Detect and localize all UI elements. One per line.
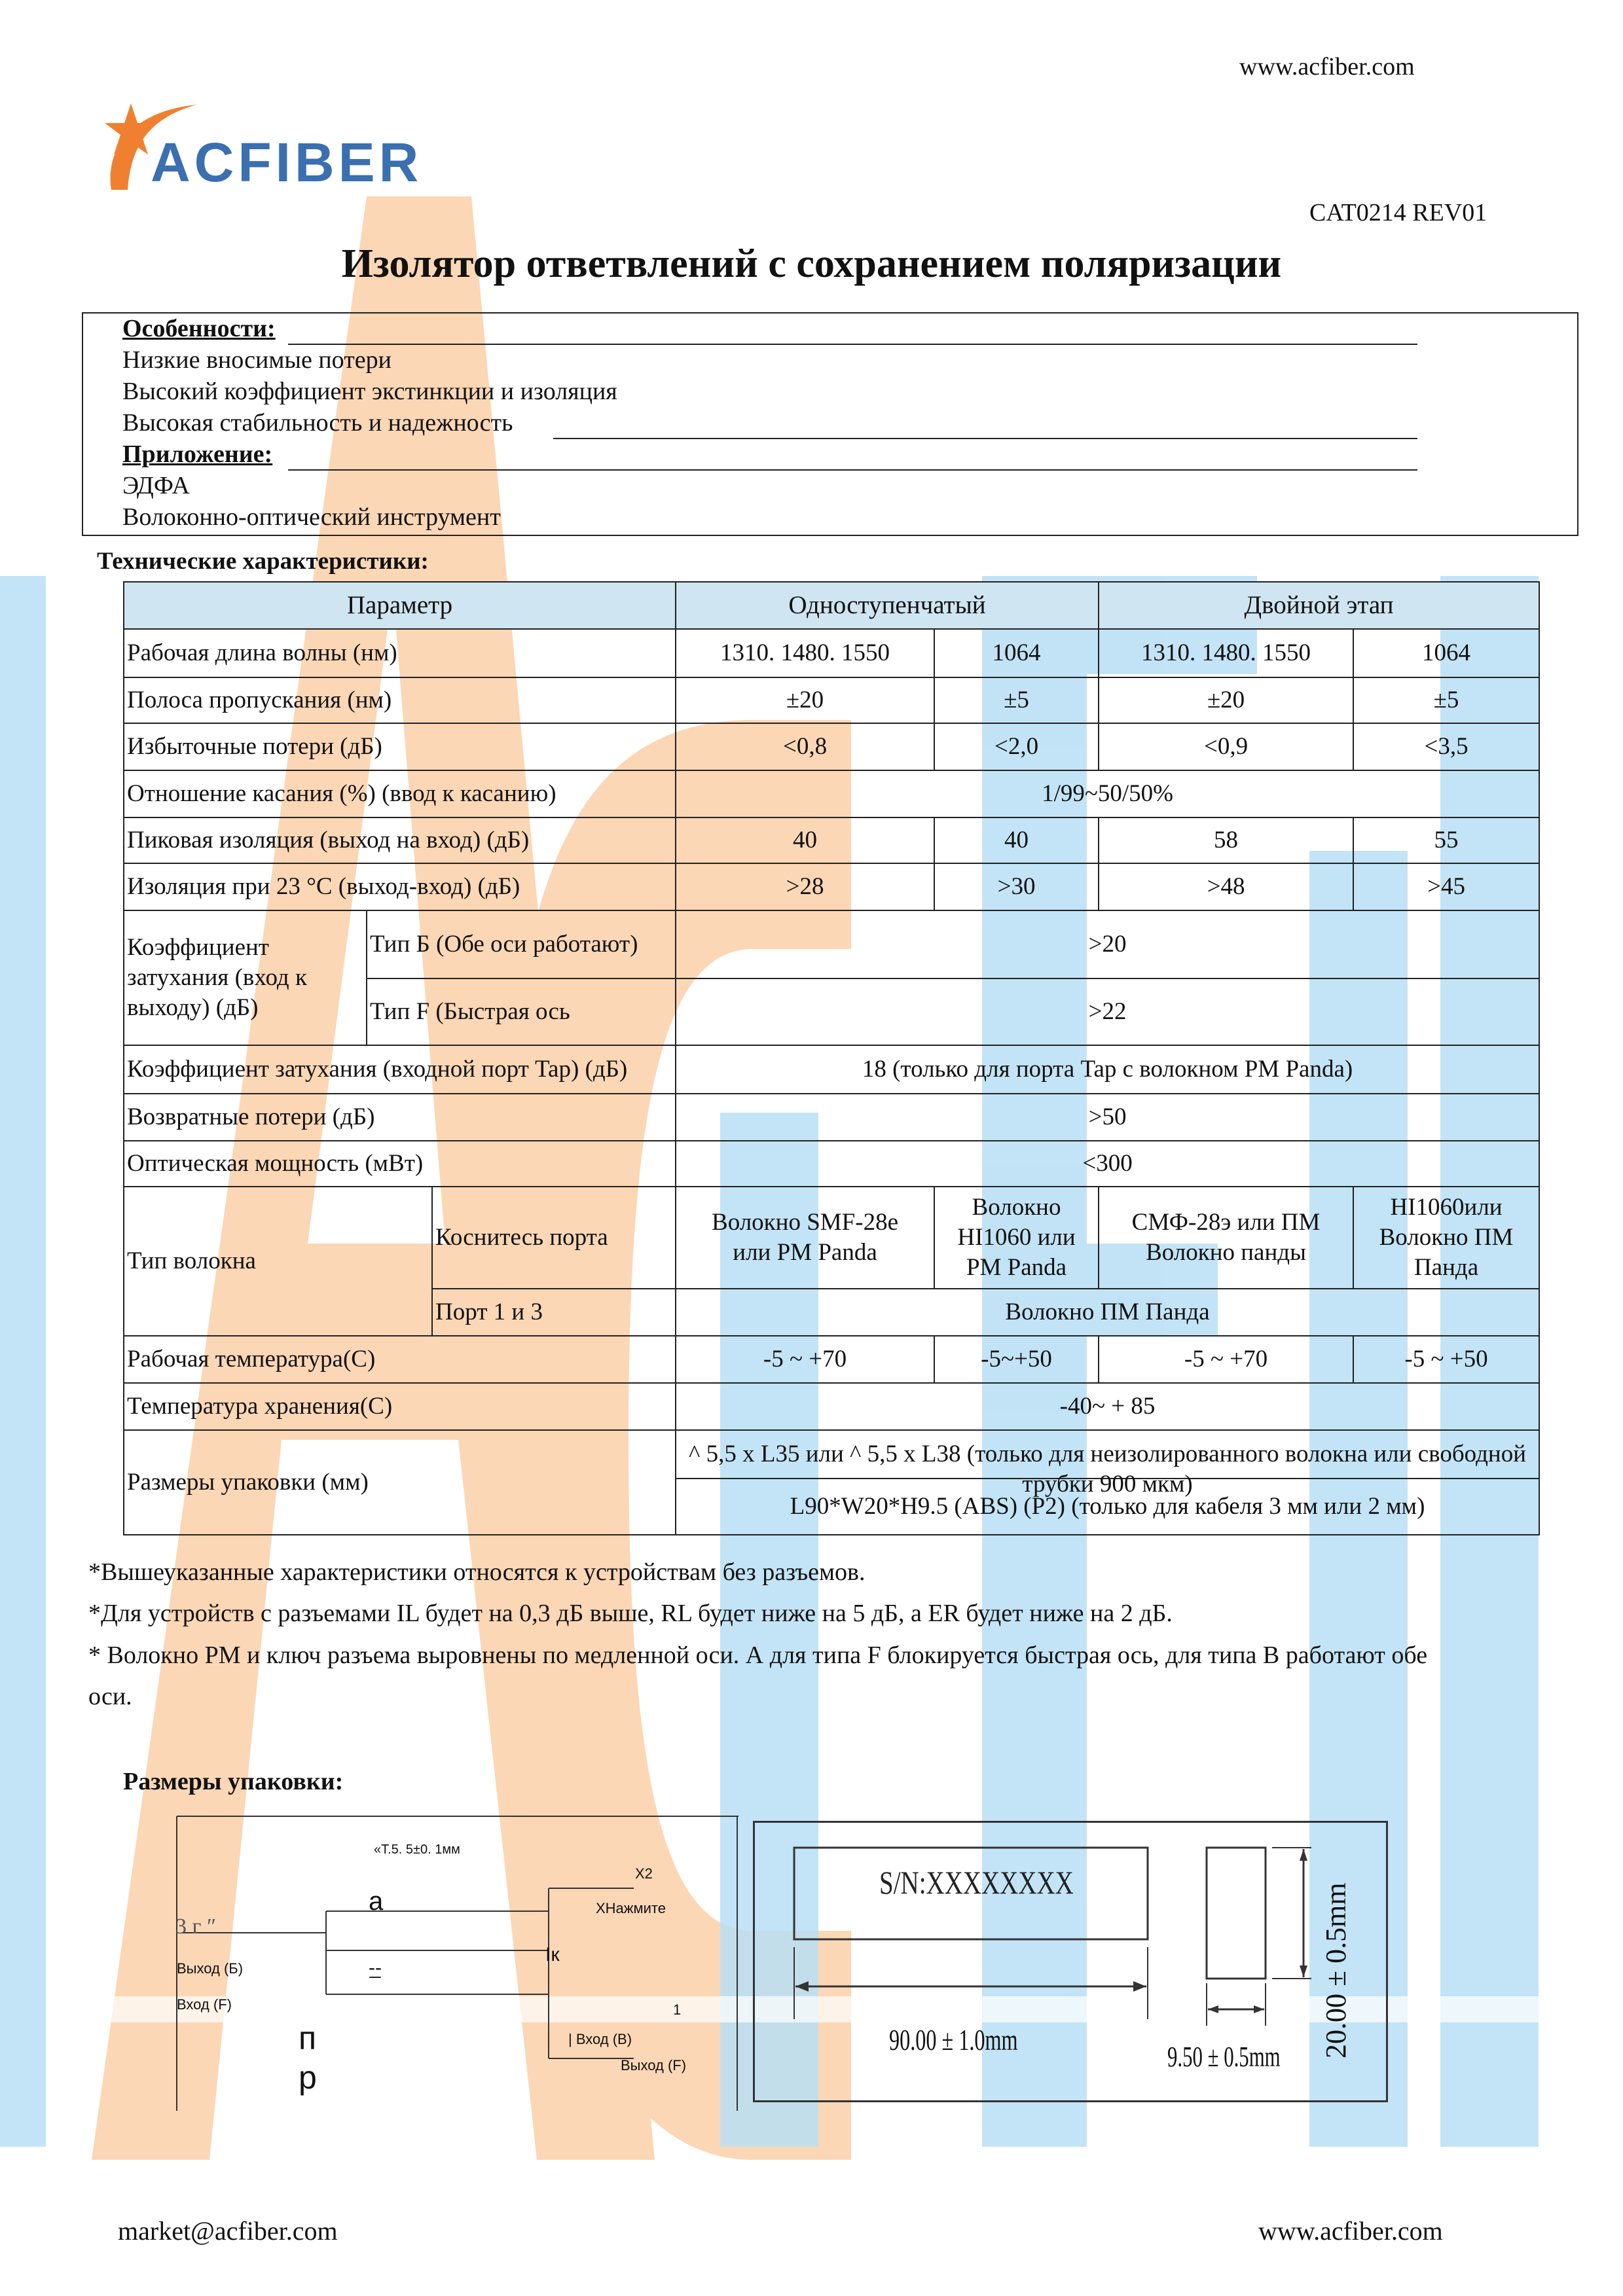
cell: <3,5 [1353,723,1539,770]
note-line: *Вышеуказанные характеристики относятся к устройствам без разъемов. [88,1558,866,1586]
cell: >45 [1353,863,1539,910]
cell: 1064 [934,629,1099,677]
width-dimension: 9.50 ± 0.5mm [1167,2041,1281,2073]
drawing-label: Iк [545,1944,560,1965]
row-label: Температура хранения(C) [124,1383,676,1430]
package-value-1: ^ 5,5 x L35 или ^ 5,5 x L38 (только для неизолированного волокна или свободной трубки 900 мкм) [689,1441,1527,1498]
cell: 40 [934,817,1099,863]
company-logo [92,92,445,196]
row-label: Полоса пропускания (нм) [124,677,676,723]
cell [676,1430,1539,1498]
page-title: Изолятор ответвлений с сохранением поляризации [341,242,1282,286]
drawing-label: п [299,2020,317,2056]
sub-label: Тип Б (Обе оси работают) [367,910,676,978]
length-dimension: 90.00 ± 1.0mm [889,2023,1018,2056]
footer-website[interactable]: www.acfiber.com [1258,2216,1443,2246]
features-heading: Особенности: [122,315,276,342]
specs-heading: Технические характеристики: [97,548,429,575]
header-single: Одноступенчатый [676,582,1099,629]
drawing-label: p [299,2059,317,2096]
application-item: Волоконно-оптический инструмент [122,503,501,531]
cell: >28 [676,863,934,910]
table-row [124,723,1539,770]
application-heading: Приложение: [122,440,273,468]
row-label: Избыточные потери (дБ) [124,723,676,770]
table-row [124,677,1539,723]
application-underline [288,469,1417,471]
cell: -5~+50 [934,1336,1099,1383]
height-dimension: 20.00 ± 0.5mm [1320,1882,1352,2058]
row-label: Тип волокна [124,1187,432,1336]
cell: >48 [1099,863,1353,910]
cell: 58 [1099,817,1353,863]
sub-label: Тип F (Быстрая ось [367,978,676,1045]
feature-item: Низкие вносимые потери [122,346,392,374]
feature-item: Высокая стабильность и надежность [122,409,513,437]
cell: >20 [676,910,1539,978]
cell: Волокно ПМ Панда [676,1289,1539,1336]
cell: 18 (только для порта Tap с волокном PM Panda) [676,1045,1539,1094]
cell: ±20 [1099,677,1353,723]
table-row [124,863,1539,910]
drawing-label: -̲- [369,1957,382,1979]
cell: 1/99~50/50% [676,770,1539,817]
table-row [124,817,1539,863]
row-label: Оптическая мощность (мВт) [124,1141,676,1187]
table-row [124,629,1539,677]
row-label: Пиковая изоляция (выход на вход) (дБ) [124,817,676,863]
table-row [124,1094,1539,1141]
cell: <2,0 [934,723,1099,770]
cell: <300 [676,1141,1539,1187]
table-row [124,910,1539,978]
drawing-label: Выход (F) [621,2057,687,2073]
schematic-drawing [175,1816,740,2111]
cell: 1310. 1480. 1550 [1099,629,1353,677]
package-heading: Размеры упаковки: [123,1768,344,1795]
drawing-label: | Вход (B) [568,2031,632,2047]
table-row [124,1187,1539,1289]
cell: L90*W20*H9.5 (ABS) (P2) (только для кабеля 3 мм или 2 мм) [676,1479,1539,1535]
cell: >22 [676,978,1539,1045]
drawing-label: «Т.5. 5±0. 1мм [374,1842,460,1857]
package-drawing [753,1821,1388,2102]
row-label: Размеры упаковки (мм) [124,1430,676,1535]
row-label-text: Коэффициент затухания (входной порт Tap) (дБ) [127,1056,628,1083]
note-line: * Волокно PM и ключ разъема выровнены по медленной оси. А для типа F блокируется быстрая ось, для типа B работают обе [88,1641,1428,1669]
row-label: Рабочая длина волны (нм) [124,629,676,677]
features-underline [288,344,1417,345]
cell: 40 [676,817,934,863]
cell: HI1060или Волокно ПМ Панда [1353,1187,1539,1289]
drawing-label: X2 [635,1865,653,1882]
table-header-row [124,582,1539,629]
doc-code: CAT0214 REV01 [1309,199,1487,226]
logo-text: ACFIBER [151,132,423,193]
header-param: Параметр [124,582,676,629]
cell: -5 ~ +70 [1099,1336,1353,1383]
row-label: Возвратные потери (дБ) [124,1094,676,1141]
spec-table [123,581,1540,1535]
row-label: Отношение касания (%) (ввод к касанию) [124,770,676,817]
features-underline [553,438,1417,439]
drawing-label: a [369,1887,384,1916]
drawing-label: XНажмите [596,1900,666,1916]
table-row [124,1141,1539,1187]
application-item: ЭДФА [122,472,190,499]
table-row [124,1045,1539,1094]
drawing-label: 3 г ″ [175,1914,217,1939]
footer-email[interactable]: market@acfiber.com [118,2216,338,2246]
note-line: оси. [88,1683,132,1710]
cell: ±20 [676,677,934,723]
cell: <0,9 [1099,723,1353,770]
cell: >30 [934,863,1099,910]
cell: Волокно HI1060 или PM Panda [934,1187,1099,1289]
cell: >50 [676,1094,1539,1141]
header-dual: Двойной этап [1099,582,1539,629]
feature-item: Высокий коэффициент экстинкции и изоляция [122,378,617,405]
cell: ±5 [1353,677,1539,723]
header-website[interactable]: www.acfiber.com [1239,53,1415,81]
table-row [124,1336,1539,1383]
cell: Волокно SMF-28e или PM Panda [676,1187,934,1289]
cell: <0,8 [676,723,934,770]
row-label: Коэффициент затухания (вход к выходу) (дБ) [124,910,367,1045]
row-label: Рабочая температура(C) [124,1336,676,1383]
sub-label: Порт 1 и 3 [432,1289,676,1336]
drawing-label: Вход (F) [177,1996,232,2013]
table-row [124,770,1539,817]
sub-label: Коснитесь порта [432,1187,676,1289]
row-label [124,1045,676,1094]
table-row [124,1383,1539,1430]
cell: СМФ-28э или ПМ Волокно панды [1099,1187,1353,1289]
cell: -40~ + 85 [676,1383,1539,1430]
drawing-label: Выход (Б) [177,1960,244,1977]
cell: ±5 [934,677,1099,723]
cell: 1064 [1353,629,1539,677]
row-label: Изоляция при 23 °C (выход-вход) (дБ) [124,863,676,910]
serial-number-label: S/N:XXXXXXXX [879,1864,1074,1901]
drawing-label: 1 [673,2001,682,2018]
note-line: *Для устройств с разъемами IL будет на 0,3 дБ выше, RL будет ниже на 5 дБ, а ER будет ниже на 2 дБ. [88,1600,1173,1627]
cell: -5 ~ +50 [1353,1336,1539,1383]
cell: -5 ~ +70 [676,1336,934,1383]
cell: 55 [1353,817,1539,863]
cell: 1310. 1480. 1550 [676,629,934,677]
table-row [124,1430,1539,1479]
